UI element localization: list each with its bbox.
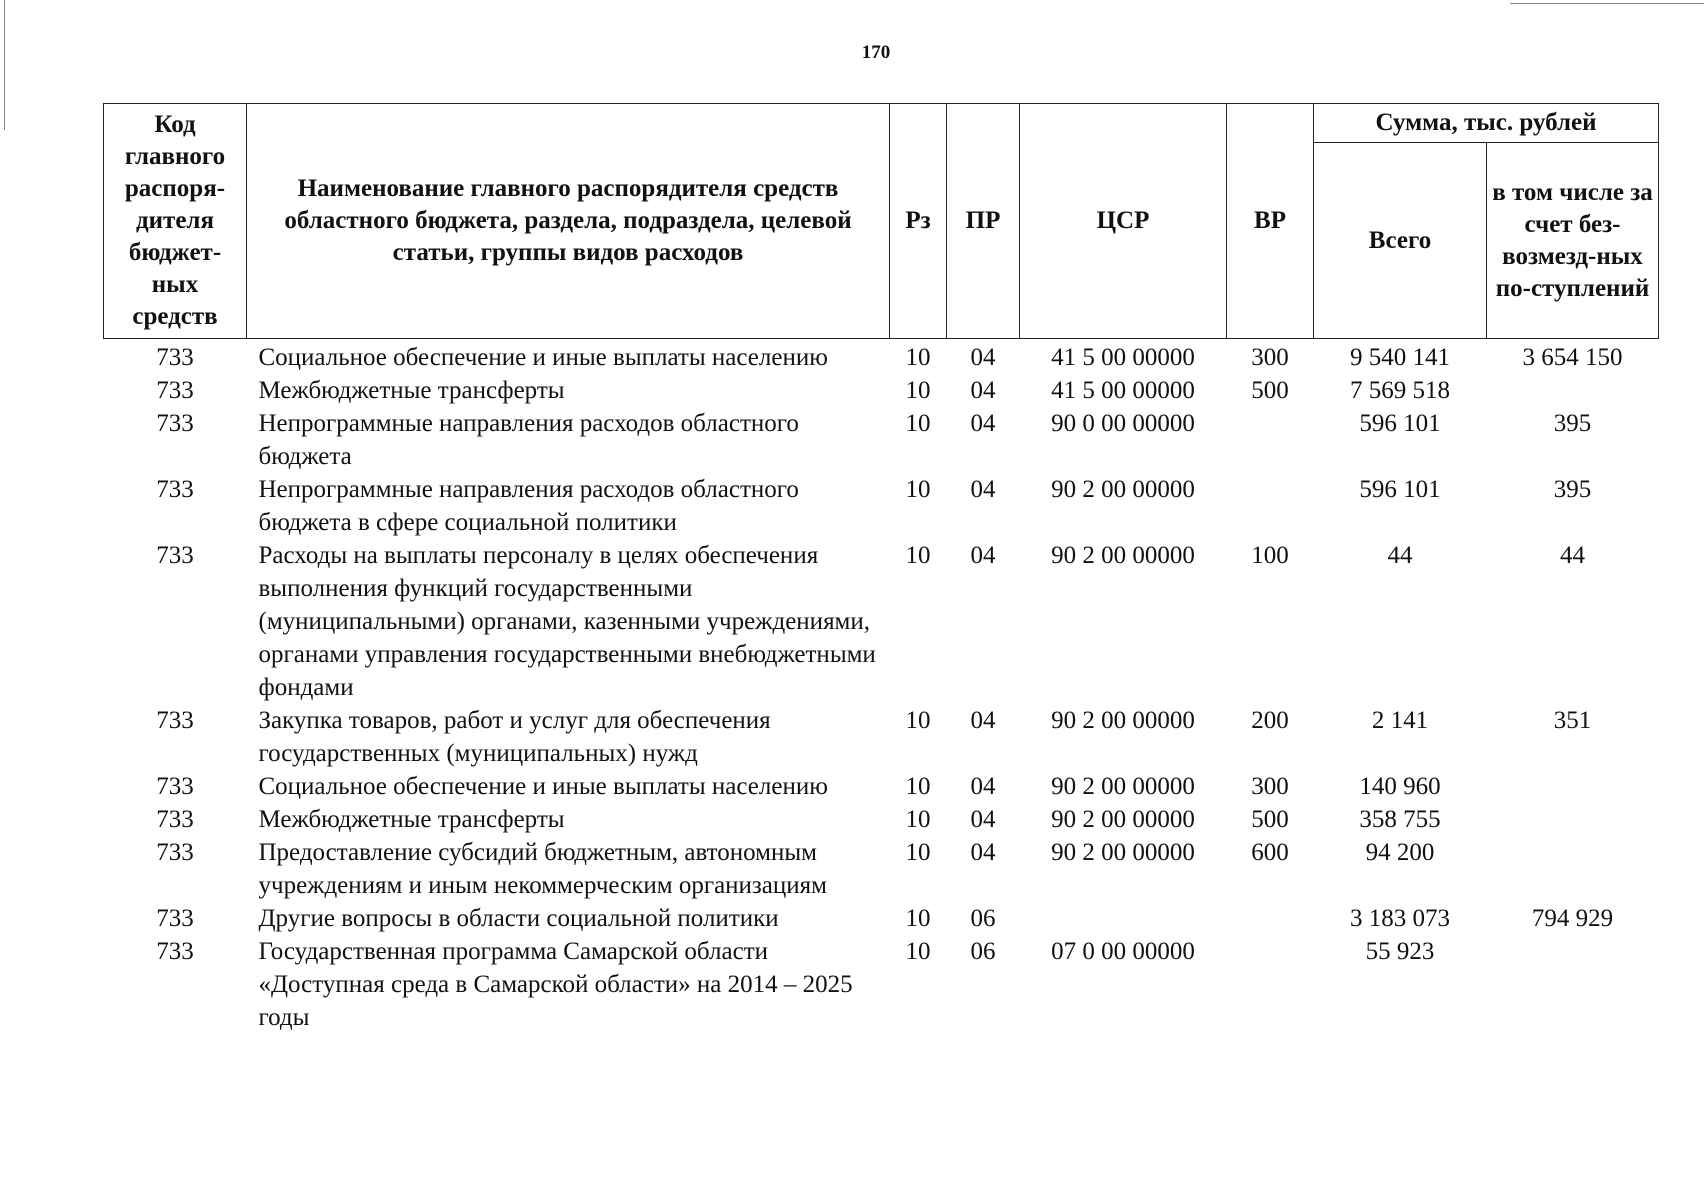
cell-csr: 41 5 00 00000: [1051, 377, 1195, 404]
cell-csr: 90 2 00 00000: [1051, 542, 1195, 569]
cell-code: 733: [156, 839, 194, 866]
cell-vr: [1227, 473, 1314, 539]
cell-total: 9 540 141: [1350, 344, 1450, 371]
header-sum: Сумма, тыс. рублей: [1314, 104, 1659, 143]
cell-rz: 10: [905, 476, 931, 503]
cell-code: 733: [156, 905, 194, 932]
cell-vr: 600: [1251, 839, 1289, 866]
cell-code: 733: [156, 344, 194, 371]
cell-total: 55 923: [1365, 938, 1435, 965]
cell-total: 596 101: [1359, 476, 1441, 503]
cell-csr: 90 2 00 00000: [1051, 707, 1195, 734]
cell-name: Непрограммные направления расходов областного бюджета: [258, 410, 799, 470]
cell-incl: 794 929: [1531, 905, 1614, 932]
cell-total: 358 755: [1359, 806, 1441, 833]
cell-vr: 500: [1251, 806, 1289, 833]
header-code: Код главного распоря-дителя бюджет-ных средств: [104, 104, 247, 339]
cell-incl: [1487, 803, 1659, 836]
header-vr: ВР: [1227, 104, 1314, 339]
table-row: [104, 407, 1659, 473]
table-row: [104, 339, 1659, 375]
cell-rz: 10: [905, 377, 931, 404]
scan-edge-left: [4, 0, 5, 130]
cell-name: Непрограммные направления расходов областного бюджета в сфере социальной политики: [258, 476, 799, 536]
cell-rz: 10: [905, 707, 931, 734]
cell-incl: [1487, 770, 1659, 803]
cell-total: 94 200: [1365, 839, 1435, 866]
cell-rz: 10: [905, 905, 931, 932]
cell-rz: 10: [905, 938, 931, 965]
cell-pr: 04: [970, 707, 996, 734]
cell-csr: 90 2 00 00000: [1051, 773, 1195, 800]
cell-name: Межбюджетные трансферты: [258, 806, 565, 833]
cell-vr: 100: [1251, 542, 1289, 569]
header-name: Наименование главного распорядителя средств областного бюджета, раздела, подраздела, целевой статьи, группы видов расходов: [247, 104, 890, 339]
cell-name: Расходы на выплаты персоналу в целях обеспечения выполнения функций государственными (муниципальными) органами, казенными учреждениями, органами управления государственными внебюджетными фондами: [258, 542, 876, 701]
cell-vr: [1227, 902, 1314, 935]
budget-table: [103, 103, 1659, 1034]
cell-csr: 90 2 00 00000: [1051, 476, 1195, 503]
cell-pr: 04: [970, 839, 996, 866]
cell-pr: 04: [970, 806, 996, 833]
table-row: [104, 539, 1659, 704]
cell-incl: [1487, 836, 1659, 902]
table-row: [104, 935, 1659, 1034]
header-total: Всего: [1314, 143, 1487, 339]
cell-incl: [1487, 374, 1659, 407]
cell-rz: 10: [905, 806, 931, 833]
cell-incl: 3 654 150: [1522, 344, 1623, 371]
cell-total: 140 960: [1359, 773, 1441, 800]
cell-rz: 10: [905, 773, 931, 800]
table-row: [104, 704, 1659, 770]
cell-code: 733: [156, 476, 194, 503]
cell-incl: [1487, 935, 1659, 1034]
cell-name: Социальное обеспечение и иные выплаты населению: [258, 344, 828, 371]
cell-csr: 90 2 00 00000: [1051, 806, 1195, 833]
cell-csr: 41 5 00 00000: [1051, 344, 1195, 371]
page-number: 170: [861, 42, 891, 63]
cell-vr: 500: [1251, 377, 1289, 404]
cell-name: Государственная программа Самарской области «Доступная среда в Самарской области» на 2014 – 2025 годы: [258, 938, 853, 1031]
cell-pr: 04: [970, 410, 996, 437]
cell-pr: 06: [970, 938, 996, 965]
cell-code: 733: [156, 938, 194, 965]
cell-vr: [1227, 935, 1314, 1034]
header-rz: Рз: [890, 104, 947, 339]
cell-total: 596 101: [1359, 410, 1441, 437]
table-row: [104, 902, 1659, 935]
cell-code: 733: [156, 410, 194, 437]
cell-pr: 04: [970, 773, 996, 800]
cell-rz: 10: [905, 839, 931, 866]
scan-edge-top: [1510, 3, 1704, 4]
cell-pr: 04: [970, 377, 996, 404]
cell-vr: 200: [1251, 707, 1289, 734]
table-row: [104, 770, 1659, 803]
cell-name: Предоставление субсидий бюджетным, автономным учреждениям и иным некоммерческим организациям: [258, 839, 827, 899]
cell-csr: 07 0 00 00000: [1051, 938, 1195, 965]
cell-name: Другие вопросы в области социальной политики: [258, 905, 779, 932]
cell-rz: 10: [905, 344, 931, 371]
cell-incl: 44: [1560, 542, 1585, 569]
cell-code: 733: [156, 707, 194, 734]
cell-pr: 04: [970, 344, 996, 371]
cell-code: 733: [156, 377, 194, 404]
cell-pr: 04: [970, 476, 996, 503]
cell-code: 733: [156, 542, 194, 569]
cell-total: 2 141: [1371, 707, 1429, 734]
cell-vr: 300: [1251, 773, 1289, 800]
cell-rz: 10: [905, 542, 931, 569]
cell-name: Закупка товаров, работ и услуг для обеспечения государственных (муниципальных) нужд: [258, 707, 771, 767]
header-csr: ЦСР: [1020, 104, 1227, 339]
cell-csr: 90 2 00 00000: [1051, 839, 1195, 866]
cell-name: Межбюджетные трансферты: [258, 377, 565, 404]
cell-code: 733: [156, 806, 194, 833]
header-incl: в том числе за счет без-возмезд-ных по-ступлений: [1487, 143, 1659, 339]
header-pr: ПР: [947, 104, 1020, 339]
table-row: [104, 836, 1659, 902]
table-row: [104, 374, 1659, 407]
cell-rz: 10: [905, 410, 931, 437]
cell-vr: 300: [1251, 344, 1289, 371]
cell-total: 44: [1387, 542, 1413, 569]
cell-pr: 04: [970, 542, 996, 569]
cell-incl: 351: [1553, 707, 1592, 734]
cell-csr: 90 0 00 00000: [1051, 410, 1195, 437]
cell-name: Социальное обеспечение и иные выплаты населению: [258, 773, 828, 800]
table-row: [104, 473, 1659, 539]
cell-code: 733: [156, 773, 194, 800]
cell-incl: 395: [1553, 410, 1592, 437]
cell-csr: [1020, 902, 1227, 935]
cell-vr: [1227, 407, 1314, 473]
cell-total: 3 183 073: [1350, 905, 1450, 932]
cell-incl: 395: [1553, 476, 1592, 503]
cell-total: 7 569 518: [1350, 377, 1450, 404]
table-row: [104, 803, 1659, 836]
cell-pr: 06: [970, 905, 996, 932]
